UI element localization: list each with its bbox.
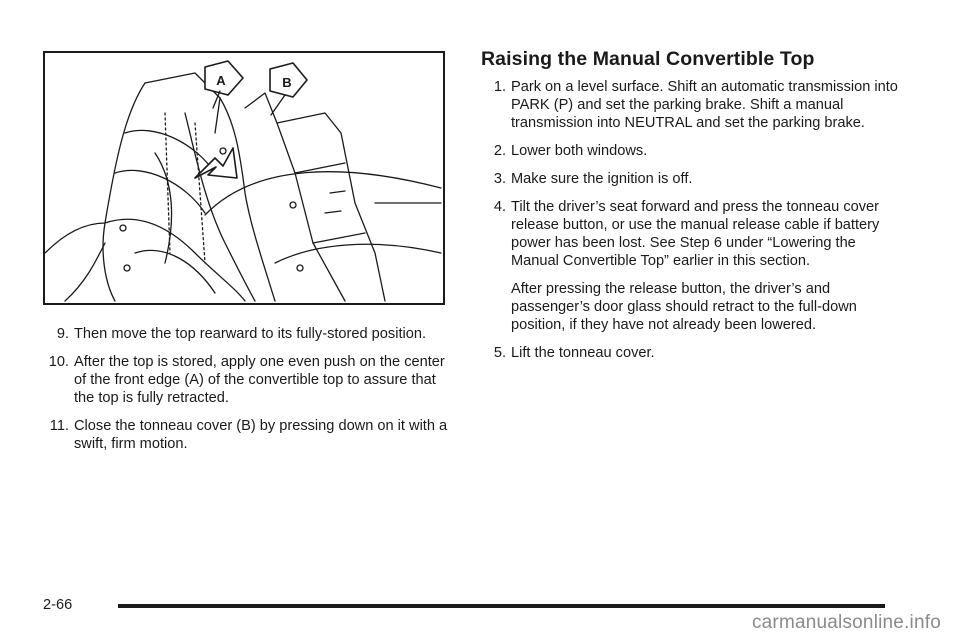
page-number: 2-66 [43,597,73,613]
step-5 [481,344,901,362]
footer-rule [118,604,885,608]
right-steps-list [481,78,901,362]
watermark: carmanualsonline.info [751,612,941,633]
section-title: Raising the Manual Convertible Top [481,48,815,70]
step-number: 2. [493,143,506,159]
step-number: 5. [493,345,506,361]
tonneau-illustration [45,53,443,303]
step-text: Make sure the ignition is off. [511,171,693,187]
step-11 [43,417,453,453]
step-text: After the top is stored, apply one even push on the center of the front edge (A) of the convertible top to assure that the top is fully retracted. [74,354,445,406]
step-number: 10. [48,354,69,370]
illustration-tonneau-figure [43,51,445,305]
step-number: 11. [49,418,69,434]
step-4 [481,198,901,334]
step-number: 3. [493,171,506,187]
step-number: 9. [56,326,69,342]
step-10 [43,353,453,407]
step-number: 4. [493,199,506,215]
step-3 [481,170,901,188]
step-text: Close the tonneau cover (B) by pressing down on it with a swift, firm motion. [74,418,448,452]
step-text: Then move the top rearward to its fully-stored position. [74,326,427,342]
step-1 [481,78,901,132]
callout-a-label: A [216,73,226,88]
step-2 [481,142,901,160]
step-text: Lift the tonneau cover. [511,345,655,361]
step-9 [43,325,453,343]
step-number: 1. [493,79,506,95]
left-column [43,325,453,463]
step-text: Park on a level surface. Shift an automatic transmission into PARK (P) and set the parking brake. Shift a manual transmission into NEUTRAL and set the parking brake. [511,79,898,131]
step-text: Lower both windows. [511,143,648,159]
step-4-note: After pressing the release button, the driver’s and passenger’s door glass should retract to the full-down position, if they have not already been lowered. [511,281,857,333]
step-text: Tilt the driver’s seat forward and press the tonneau cover release button, or use the manual release cable if battery power has been lost. See Step 6 under “Lowering the Manual Convertible Top” earlier in this section. [511,199,880,269]
callout-b-label: B [282,75,292,90]
left-steps-list [43,325,453,453]
right-column [481,48,901,372]
